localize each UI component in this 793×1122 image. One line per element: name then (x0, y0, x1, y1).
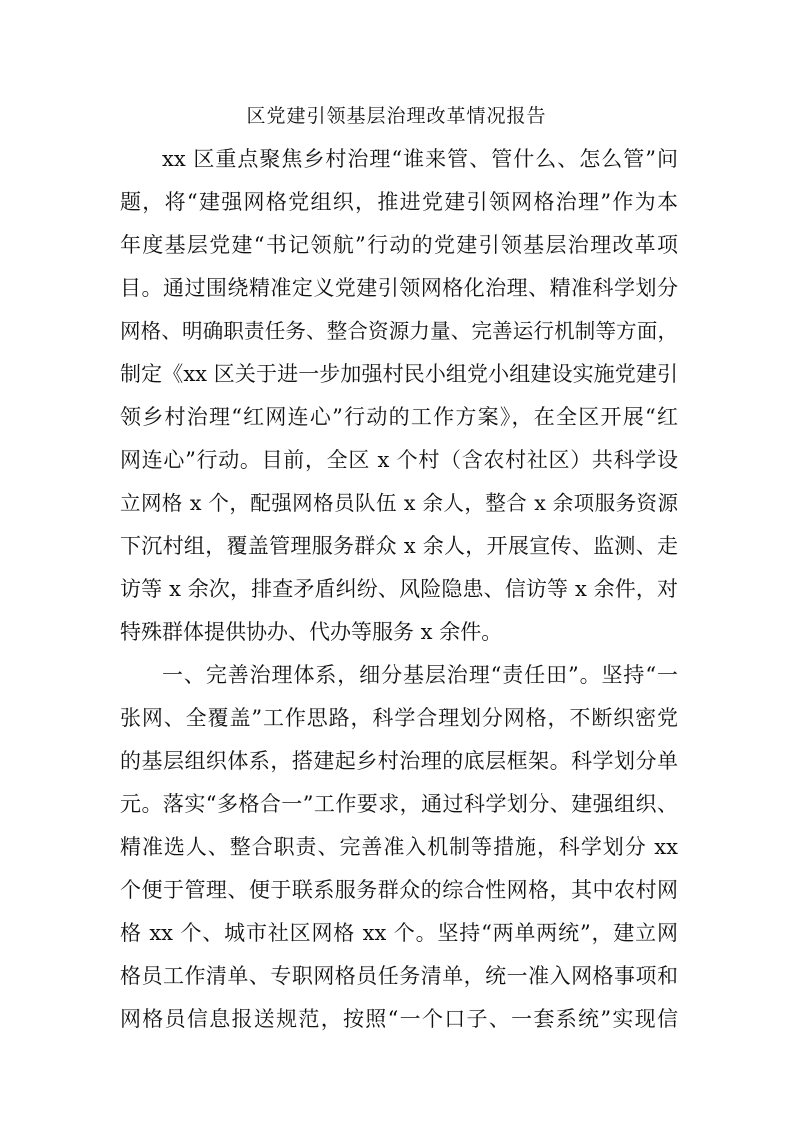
paragraph-1-line: 题，将“建强网格党组织，推进党建引领网格治理”作为本 (120, 190, 678, 214)
paragraph-2-line: 一、完善治理体系，细分基层治理“责任田”。坚持“一 (162, 663, 678, 687)
paragraph-2-line: 元。落实“多格合一”工作要求，通过科学划分、建强组织、 (120, 792, 678, 816)
paragraph-1-line: 年度基层党建“书记领航”行动的党建引领基层治理改革项 (120, 233, 678, 257)
paragraph-1-line: xx 区重点聚焦乡村治理“谁来管、管什么、怎么管”问 (162, 147, 678, 171)
paragraph-2-line: 格 xx 个、城市社区网格 xx 个。坚持“两单两统”，建立网 (120, 921, 678, 945)
paragraph-1-line: 目。通过围绕精准定义党建引领网格化治理、精准科学划分 (120, 276, 678, 300)
paragraph-1-line: 访等 x 余次，排查矛盾纠纷、风险隐患、信访等 x 余件，对 (120, 577, 678, 601)
paragraph-1-line: 制定《xx 区关于进一步加强村民小组党小组建设实施党建引 (120, 362, 678, 386)
paragraph-2-line: 个便于管理、便于联系服务群众的综合性网格，其中农村网 (120, 878, 678, 902)
paragraph-2-line: 张网、全覆盖”工作思路，科学合理划分网格，不断织密党 (120, 706, 678, 730)
paragraph-1-line: 网连心”行动。目前，全区 x 个村（含农村社区）共科学设 (120, 448, 678, 472)
paragraph-1-line: 网格、明确职责任务、整合资源力量、完善运行机制等方面， (120, 319, 678, 343)
paragraph-2-line: 精准选人、整合职责、完善准入机制等措施，科学划分 xx (120, 835, 678, 859)
paragraph-2-line: 网格员信息报送规范，按照“一个口子、一套系统”实现信 (120, 1007, 678, 1031)
paragraph-2-line: 的基层组织体系，搭建起乡村治理的底层框架。科学划分单 (120, 749, 678, 773)
paragraph-2-line: 格员工作清单、专职网格员任务清单，统一准入网格事项和 (120, 964, 678, 988)
paragraph-1-line: 立网格 x 个，配强网格员队伍 x 余人，整合 x 余项服务资源 (120, 491, 678, 515)
document-title: 区党建引领基层治理改革情况报告 (246, 105, 547, 127)
paragraph-1-line: 特殊群体提供协办、代办等服务 x 余件。 (120, 620, 503, 644)
paragraph-1-line: 下沉村组，覆盖管理服务群众 x 余人，开展宣传、监测、走 (120, 534, 678, 558)
paragraph-1-line: 领乡村治理“红网连心”行动的工作方案》，在全区开展“红 (120, 405, 678, 429)
